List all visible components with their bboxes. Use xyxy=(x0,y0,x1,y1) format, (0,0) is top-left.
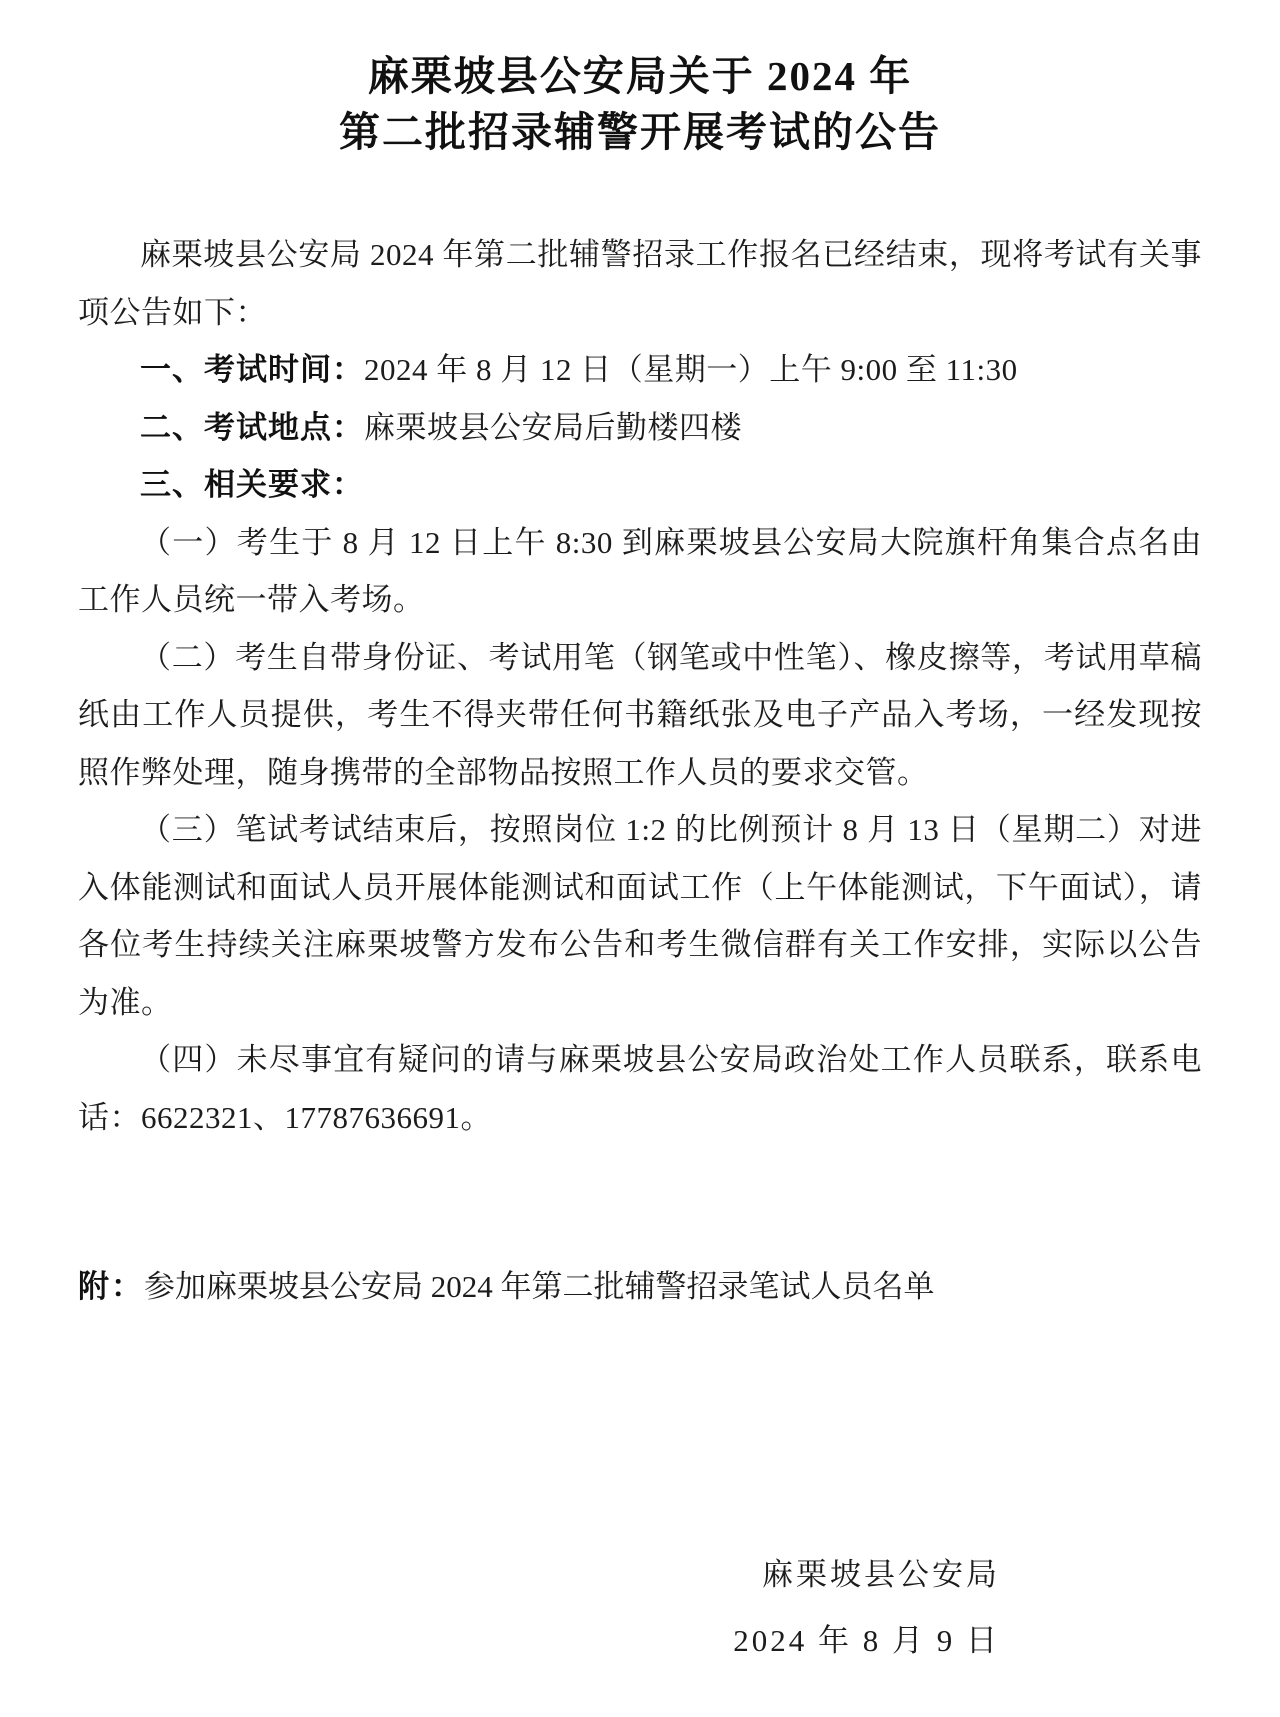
attachment-line xyxy=(78,1258,1202,1316)
requirement-4: （四）未尽事宜有疑问的请与麻栗坡县公安局政治处工作人员联系，联系电话：6622321、17787636691。 xyxy=(78,1042,1202,1135)
item-exam-time-value: 2024 年 8 月 12 日（星期一）上午 9:00 至 11:30 xyxy=(364,352,1018,387)
attachment-label: 附： xyxy=(78,1269,144,1304)
item-exam-time-label: 一、考试时间： xyxy=(140,352,364,387)
item-exam-location-label: 二、考试地点： xyxy=(140,409,364,445)
item-exam-location xyxy=(78,399,1202,457)
requirement-2: （二）考生自带身份证、考试用笔（钢笔或中性笔）、橡皮擦等，考试用草稿纸由工作人员提供，考生不得夹带任何书籍纸张及电子产品入考场，一经发现按照作弊处理，随身携带的全部物品按照工作人员的要求交管。 xyxy=(78,639,1202,790)
item-exam-time xyxy=(78,341,1202,399)
item-requirements-label: 三、相关要求： xyxy=(140,467,364,502)
signature-org: 麻栗坡县公安局 xyxy=(762,1556,1000,1592)
title-line-1: 麻栗坡县公安局关于 2024 年 xyxy=(367,53,913,99)
page-title xyxy=(78,48,1202,160)
item-requirements xyxy=(78,456,1202,514)
intro-paragraph: 麻栗坡县公安局 2024 年第二批辅警招录工作报名已经结束，现将考试有关事项公告如下： xyxy=(78,237,1202,330)
document-body xyxy=(78,226,1202,1146)
title-line-2: 第二批招录辅警开展考试的公告 xyxy=(339,109,941,155)
signature-block xyxy=(78,1542,1202,1674)
requirement-1: （一）考生于 8 月 12 日上午 8:30 到麻栗坡县公安局大院旗杆角集合点名由工作人员统一带入考场。 xyxy=(78,524,1202,617)
signature-date: 2024 年 8 月 9 日 xyxy=(733,1622,1000,1658)
attachment-text: 参加麻栗坡县公安局 2024 年第二批辅警招录笔试人员名单 xyxy=(144,1269,935,1304)
item-exam-location-value: 麻栗坡县公安局后勤楼四楼 xyxy=(364,409,742,445)
requirement-3: （三）笔试考试结束后，按照岗位 1:2 的比例预计 8 月 13 日（星期二）对进入体能测试和面试人员开展体能测试和面试工作（上午体能测试，下午面试），请各位考生持续关注麻栗坡警方发布公告和考生微信群有关工作安排，实际以公告为准。 xyxy=(78,812,1202,1020)
